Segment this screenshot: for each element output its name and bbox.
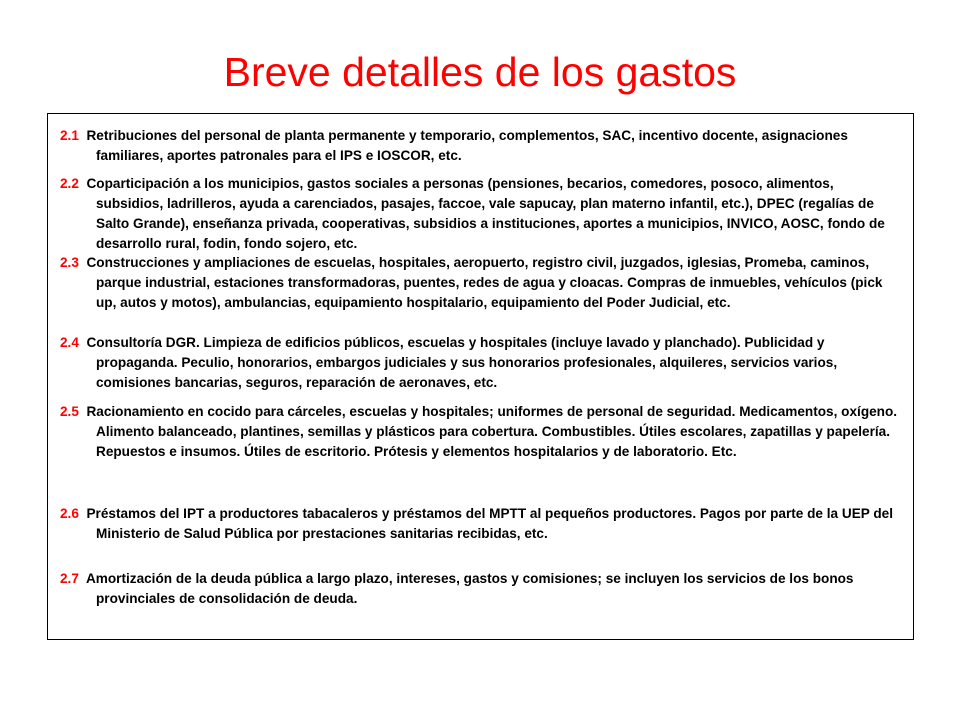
item-number: 2.7	[60, 571, 79, 586]
expense-item-2-1	[60, 126, 900, 166]
item-text: Racionamiento en cocido para cárceles, escuelas y hospitales; uniformes de personal de seguridad. Medicamentos, oxígeno. Alimento balanceado, plantines, semillas y plásticos para cobertura. Combustibles. Útiles escolares, zapatillas y papelería. Repuestos e insumos. Útiles de escritorio. Prótesis y elementos hospitalarios y de laboratorio. Etc.	[86, 404, 898, 459]
expense-item-2-5	[60, 402, 900, 462]
item-number: 2.4	[60, 335, 79, 350]
expense-details-box	[47, 113, 914, 640]
item-text: Coparticipación a los municipios, gastos sociales a personas (pensiones, becarios, comedores, posoco, alimentos, subsidios, ladrilleros, ayuda a carenciados, pasajes, faccoe, vale sapucay, plan materno infantil, etc.), DPEC (regalías de Salto Grande), enseñanza privada, cooperativas, subsidios a instituciones, aportes a municipios, INVICO, AOSC, fondo de desarrollo rural, fodin, fondo sojero, etc.	[86, 176, 885, 251]
item-number: 2.2	[60, 176, 79, 191]
item-text: Consultoría DGR. Limpieza de edificios públicos, escuelas y hospitales (incluye lavado y planchado). Publicidad y propaganda. Peculio, honorarios, embargos judiciales y sus honorarios profesionales, alquileres, servicios varios, comisiones bancarias, seguros, reparación de aeronaves, etc.	[86, 335, 838, 390]
item-text: Retribuciones del personal de planta permanente y temporario, complementos, SAC, incentivo docente, asignaciones familiares, aportes patronales para el IPS e IOSCOR, etc.	[86, 128, 848, 163]
item-text: Construcciones y ampliaciones de escuelas, hospitales, aeropuerto, registro civil, juzgados, iglesias, Promeba, caminos, parque industrial, estaciones transformadoras, puentes, redes de agua y cloacas. Compras de inmuebles, vehículos (pick up, autos y motos), ambulancias, equipamiento hospitalario, equipamiento del Poder Judicial, etc.	[86, 255, 883, 310]
item-number: 2.3	[60, 255, 79, 270]
item-text: Amortización de la deuda pública a largo plazo, intereses, gastos y comisiones; se incluyen los servicios de los bonos provinciales de consolidación de deuda.	[85, 571, 854, 606]
item-number: 2.1	[60, 128, 79, 143]
expense-item-2-7	[60, 569, 900, 609]
expense-item-2-2	[60, 174, 900, 254]
item-number: 2.6	[60, 506, 79, 521]
expense-item-2-6	[60, 504, 900, 544]
item-number: 2.5	[60, 404, 79, 419]
expense-item-2-3	[60, 253, 900, 313]
slide-title: Breve detalles de los gastos	[223, 49, 737, 95]
item-text: Préstamos del IPT a productores tabacaleros y préstamos del MPTT al pequeños productores. Pagos por parte de la UEP del Ministerio de Salud Pública por prestaciones sanitarias recibidas, etc.	[86, 506, 894, 541]
expense-item-2-4	[60, 333, 900, 393]
